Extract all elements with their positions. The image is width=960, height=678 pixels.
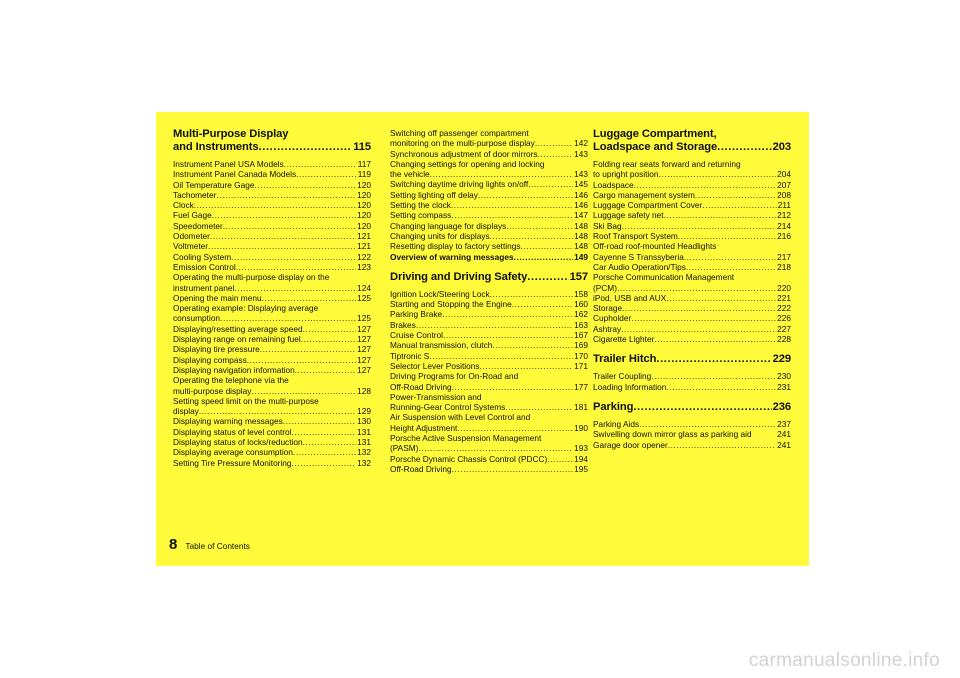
toc-entry-title: Displaying compass — [173, 354, 247, 365]
toc-entry-page: 121 — [357, 231, 371, 242]
toc-entry-line: Driving Programs for On-Road and — [390, 371, 519, 382]
toc-entry-title: Displaying status of level control — [173, 426, 292, 437]
toc-entry[interactable] — [593, 382, 791, 392]
toc-entry-line: Porsche Active Suspension Management — [390, 433, 542, 444]
toc-entry-title: Cigarette Lighter — [593, 334, 655, 345]
toc-entry-title: Displaying range on remaining fuel — [173, 334, 301, 345]
toc-entry-list — [173, 159, 371, 468]
toc-entry-page: 117 — [357, 159, 371, 169]
toc-entry[interactable] — [390, 309, 588, 319]
toc-entry-page: 146 — [574, 200, 588, 211]
toc-entry[interactable] — [173, 241, 371, 251]
toc-entry-page: 170 — [574, 350, 588, 361]
section-title-line1: Multi-Purpose Display — [173, 128, 289, 140]
toc-entry-page: 127 — [357, 354, 371, 365]
toc-entry[interactable] — [173, 437, 371, 447]
toc-entry[interactable] — [593, 313, 791, 323]
toc-entry-page: 121 — [357, 241, 371, 252]
toc-entry[interactable] — [173, 159, 371, 169]
toc-entry-list — [593, 371, 791, 392]
toc-entry-title: Emission Control — [173, 261, 236, 272]
toc-entry-title: Displaying/resetting average speed — [173, 323, 303, 334]
toc-entry-title: Swivelling down mirror glass as parking aid — [593, 429, 752, 440]
toc-entry-title: Instrument Panel Canada Models — [173, 169, 297, 180]
toc-entry[interactable] — [593, 419, 791, 429]
toc-entry[interactable] — [593, 169, 791, 179]
toc-entry-line: Setting speed limit on the multi-purpose — [173, 395, 319, 406]
toc-entry-page: 162 — [574, 309, 588, 320]
toc-entry[interactable] — [390, 382, 588, 392]
section-title-entry[interactable]: Trailer Hitch ..... 229 — [593, 353, 791, 366]
toc-entry-page: 218 — [777, 261, 791, 272]
toc-entry[interactable] — [173, 365, 371, 375]
toc-entry[interactable] — [390, 241, 588, 251]
toc-entry-page: 120 — [357, 189, 371, 200]
toc-entry[interactable] — [173, 406, 371, 416]
toc-entry-title: Displaying status of locks/reduction — [173, 437, 303, 448]
toc-entry[interactable] — [390, 443, 588, 453]
section-title-line1: Luggage Compartment, — [593, 128, 717, 140]
footer-title: Table of Contents — [185, 541, 250, 551]
toc-entry-title: Height Adjustment — [390, 422, 458, 433]
toc-entry[interactable] — [173, 427, 371, 437]
toc-entry-page: 220 — [777, 282, 791, 293]
toc-entry-line: Operating the telephone via the — [173, 375, 289, 386]
toc-entry-title: Ashtray — [593, 323, 622, 334]
section-title-entry[interactable]: and Instruments ..... 115 — [173, 141, 371, 154]
toc-entry-title: Oil Temperature Gage — [173, 179, 255, 190]
toc-entry-title: Setting Tire Pressure Monitoring — [173, 457, 292, 468]
section-title-entry[interactable]: Driving and Driving Safety ..... 157 — [390, 271, 588, 284]
toc-entry[interactable] — [173, 293, 371, 303]
toc-entry-line: Changing settings for opening and locking — [390, 158, 545, 169]
toc-entry[interactable] — [173, 169, 371, 179]
toc-entry[interactable] — [390, 179, 588, 189]
toc-entry-page: 120 — [357, 220, 371, 231]
toc-entry-title: Setting the clock — [390, 200, 451, 211]
toc-entry-page: 127 — [357, 334, 371, 345]
toc-entry-title: (PCM) — [593, 282, 617, 293]
toc-entry[interactable] — [593, 293, 791, 303]
toc-entry-page: 146 — [574, 189, 588, 200]
toc-entry-title: Trailer Coupling — [593, 371, 652, 382]
toc-entry-title: Displaying tire pressure — [173, 344, 260, 355]
toc-entry-page: 128 — [357, 385, 371, 396]
toc-entry[interactable] — [593, 252, 791, 262]
toc-entry-page: 231 — [777, 381, 791, 392]
toc-entry-page: 241 — [777, 439, 791, 450]
toc-entry[interactable] — [390, 320, 588, 330]
toc-entry[interactable] — [390, 200, 588, 210]
toc-entry-line: Off-road roof-mounted Headlights — [593, 241, 717, 252]
toc-entry-title: Synchronous adjustment of door mirrors — [390, 148, 538, 159]
toc-entry-line: Air Suspension with Level Control and — [390, 412, 531, 423]
toc-entry[interactable] — [173, 200, 371, 210]
toc-entry-title: Car Audio Operation/Tips — [593, 261, 686, 272]
toc-entry-page: 163 — [574, 319, 588, 330]
toc-entry[interactable] — [173, 252, 371, 262]
toc-entry-title: Instrument Panel USA Models — [173, 159, 284, 169]
toc-entry[interactable] — [593, 429, 791, 439]
toc-entry-title: Storage — [593, 303, 623, 314]
toc-entry-page: 241 — [777, 429, 791, 440]
toc-entry-title: Ignition Lock/Steering Lock — [390, 288, 490, 299]
toc-entry[interactable] — [390, 190, 588, 200]
toc-column-1 — [173, 128, 371, 468]
toc-entry[interactable] — [173, 416, 371, 426]
toc-entry-page: 207 — [777, 179, 791, 190]
toc-entry-title: Fuel Gage — [173, 210, 212, 221]
toc-entry-title: Cooling System — [173, 251, 232, 262]
toc-entry-page: 125 — [357, 313, 371, 324]
toc-entry-page: 130 — [357, 416, 371, 427]
toc-entry[interactable] — [390, 454, 588, 464]
toc-entry[interactable] — [593, 334, 791, 344]
toc-entry-page: 237 — [777, 418, 791, 429]
toc-entry-page: 127 — [357, 323, 371, 334]
toc-entry-line: Operating the multi-purpose display on the — [173, 272, 330, 283]
toc-entry[interactable] — [593, 371, 791, 381]
toc-column-3 — [593, 128, 791, 450]
toc-entry[interactable] — [390, 149, 588, 159]
toc-entry-page: 124 — [357, 282, 371, 293]
toc-entry-page: 122 — [357, 251, 371, 262]
toc-entry-page: 127 — [357, 364, 371, 375]
toc-entry-page: 123 — [357, 261, 371, 272]
toc-entry-page: 227 — [777, 323, 791, 334]
toc-entry-title: Porsche Dynamic Chassis Control (PDCC) — [390, 453, 548, 464]
toc-entry[interactable] — [173, 180, 371, 190]
toc-entry-title: Brakes — [390, 319, 416, 330]
toc-entry[interactable] — [173, 447, 371, 457]
toc-entry-title: to upright position — [593, 169, 659, 180]
toc-entry-title: Tiptronic S — [390, 350, 430, 361]
toc-entry-page: 158 — [574, 288, 588, 299]
toc-entry-title: Setting compass — [390, 210, 452, 221]
toc-entry-title: Cayenne S Transsyberia — [593, 251, 684, 262]
toc-entry-page: 226 — [777, 313, 791, 324]
toc-entry-page: 120 — [357, 210, 371, 221]
toc-entry-page: 212 — [777, 210, 791, 221]
toc-entry-title: Cupholder — [593, 313, 632, 324]
toc-entry-list — [390, 289, 588, 474]
toc-entry[interactable] — [173, 324, 371, 334]
toc-entry-title: Speedometer — [173, 220, 223, 231]
toc-entry-line: Folding rear seats forward and returning — [593, 159, 741, 169]
toc-entry-title: Tachometer — [173, 189, 217, 200]
toc-entry-title: Cargo management system — [593, 189, 695, 200]
toc-entry-title: Manual transmission, clutch — [390, 340, 493, 351]
toc-entry-line: Porsche Communication Management — [593, 272, 735, 283]
toc-entry[interactable] — [593, 180, 791, 190]
toc-entry-page: 169 — [574, 340, 588, 351]
toc-entry-title: Roof Transport System — [593, 231, 678, 242]
toc-entry-line: Power-Transmission and — [390, 391, 482, 402]
toc-entry-title: Cruise Control — [390, 330, 444, 341]
toc-entry[interactable] — [390, 210, 588, 220]
toc-entry-page: 132 — [357, 457, 371, 468]
toc-entry[interactable] — [593, 210, 791, 220]
toc-entry-list — [593, 159, 791, 344]
toc-entry[interactable] — [173, 458, 371, 468]
toc-entry-page: 230 — [777, 371, 791, 382]
toc-entry-page: 147 — [574, 210, 588, 221]
toc-entry-page: 214 — [777, 220, 791, 231]
toc-entry-title: instrument panel — [173, 282, 235, 293]
toc-entry[interactable] — [173, 190, 371, 200]
toc-entry-title: Changing units for displays — [390, 230, 490, 241]
toc-column-2 — [390, 128, 588, 474]
toc-entry-title: Setting lighting off delay — [390, 189, 478, 200]
toc-entry-title: Changing language for displays — [390, 220, 507, 231]
toc-entry-page: 194 — [574, 453, 588, 464]
toc-entry-title: Opening the main menu — [173, 292, 262, 303]
toc-entry-page: 119 — [357, 169, 371, 180]
toc-entry-page: 190 — [574, 422, 588, 433]
toc-entry[interactable] — [593, 190, 791, 200]
toc-entry[interactable] — [390, 252, 588, 262]
toc-entry-page: 148 — [574, 230, 588, 241]
toc-entry-title: Overview of warning messages — [390, 251, 514, 262]
toc-entry[interactable] — [390, 351, 588, 361]
manual-page — [156, 112, 809, 566]
toc-entry[interactable] — [173, 386, 371, 396]
toc-entry-title: iPod, USB and AUX — [593, 292, 667, 303]
toc-entry-title: Clock — [173, 200, 194, 211]
toc-entry[interactable] — [390, 423, 588, 433]
toc-entry-page: 193 — [574, 443, 588, 454]
toc-entry-page: 204 — [777, 169, 791, 180]
toc-entry-title: Displaying average consumption — [173, 447, 293, 458]
toc-entry-line: Switching off passenger compartment — [390, 128, 529, 138]
toc-entry-page: 129 — [357, 406, 371, 417]
toc-entry-title: Selector Lever Positions — [390, 360, 480, 371]
toc-entry-page: 222 — [777, 303, 791, 314]
toc-entry[interactable] — [173, 334, 371, 344]
toc-entry[interactable] — [593, 283, 791, 293]
toc-entry-title: Ski Bag — [593, 220, 622, 231]
toc-entry-page: 171 — [574, 360, 588, 371]
toc-entry-page: 221 — [777, 292, 791, 303]
page-footer — [169, 536, 250, 553]
toc-entry[interactable] — [593, 221, 791, 231]
section-title-entry[interactable]: Loadspace and Storage ..... 203 — [593, 141, 791, 154]
toc-entry-title: Luggage Compartment Cover — [593, 200, 703, 211]
section-title-entry[interactable]: Parking ..... 236 — [593, 401, 791, 414]
toc-entry-page: 217 — [777, 251, 791, 262]
toc-entry-title: Parking Aids — [593, 418, 640, 429]
toc-entry-title: display — [173, 406, 199, 417]
toc-entry[interactable] — [173, 221, 371, 231]
watermark: carmanualsonline.info — [748, 650, 940, 671]
toc-entry-title: Running-Gear Control Systems — [390, 402, 506, 413]
toc-entry-page: 149 — [574, 251, 588, 262]
toc-entry-title: Starting and Stopping the Engine — [390, 299, 512, 310]
toc-entry[interactable] — [390, 138, 588, 148]
toc-entry-page: 208 — [777, 189, 791, 200]
toc-entry-title: multi-purpose display — [173, 385, 252, 396]
toc-entry-page: 160 — [574, 299, 588, 310]
toc-entry-title: Loadspace — [593, 179, 634, 190]
toc-entry[interactable] — [173, 231, 371, 241]
toc-entry-title: Odometer — [173, 231, 210, 242]
toc-entry-title: Loading Information — [593, 381, 667, 392]
page-number: 8 — [169, 536, 178, 553]
toc-entry-page: 143 — [574, 169, 588, 180]
toc-entry[interactable] — [173, 210, 371, 220]
toc-entry-title: consumption — [173, 313, 221, 324]
toc-entry[interactable] — [390, 221, 588, 231]
toc-entry-title: Displaying warning messages — [173, 416, 283, 427]
toc-entry[interactable] — [390, 402, 588, 412]
toc-entry-page: 177 — [574, 381, 588, 392]
toc-entry-page: 132 — [357, 447, 371, 458]
toc-entry[interactable] — [390, 299, 588, 309]
toc-entry-title: Off-Road Driving — [390, 463, 452, 474]
toc-entry-list — [593, 419, 791, 450]
toc-entry-title: Switching daytime driving lights on/off — [390, 179, 529, 190]
toc-entry-page: 120 — [357, 200, 371, 211]
toc-entry-title: Off-Road Driving — [390, 381, 452, 392]
toc-entry[interactable] — [593, 200, 791, 210]
toc-entry-title: the vehicle — [390, 169, 430, 180]
toc-entry[interactable] — [390, 464, 588, 474]
toc-entry-page: 143 — [574, 148, 588, 159]
toc-entry-page: 181 — [574, 402, 588, 413]
toc-entry[interactable] — [173, 355, 371, 365]
toc-entry[interactable] — [173, 313, 371, 323]
toc-entry-page: 127 — [357, 344, 371, 355]
toc-entry-page: 148 — [574, 241, 588, 252]
toc-entry[interactable] — [390, 289, 588, 299]
toc-entry-title: Resetting display to factory settings — [390, 241, 521, 252]
toc-entry[interactable] — [390, 340, 588, 350]
toc-entry[interactable] — [593, 303, 791, 313]
toc-entry-page: 131 — [357, 437, 371, 448]
toc-entry[interactable] — [390, 361, 588, 371]
toc-entry-page: 195 — [574, 463, 588, 474]
toc-entry-page: 228 — [777, 334, 791, 345]
toc-entry[interactable] — [593, 262, 791, 272]
toc-entry-page: 167 — [574, 330, 588, 341]
toc-entry-title: monitoring on the multi-purpose display — [390, 138, 535, 149]
toc-entry-page: 148 — [574, 220, 588, 231]
toc-entry[interactable] — [173, 283, 371, 293]
toc-entry[interactable] — [593, 231, 791, 241]
toc-entry-page: 125 — [357, 292, 371, 303]
toc-entry[interactable] — [593, 440, 791, 450]
toc-entry-title: Parking Brake — [390, 309, 443, 320]
toc-entry-page: 120 — [357, 179, 371, 190]
toc-entry-page: 142 — [574, 138, 588, 149]
toc-entry[interactable] — [390, 231, 588, 241]
toc-entry[interactable] — [593, 324, 791, 334]
toc-entry-line: Operating example: Displaying average — [173, 303, 319, 314]
toc-entry-title: (PASM) — [390, 443, 419, 454]
toc-entry-title: Garage door opener — [593, 439, 668, 450]
toc-entry[interactable] — [173, 262, 371, 272]
toc-entry-title: Voltmeter — [173, 241, 209, 252]
toc-entry-page: 211 — [777, 200, 791, 211]
toc-entry[interactable] — [173, 344, 371, 354]
toc-entry[interactable] — [390, 169, 588, 179]
toc-entry-page: 145 — [574, 179, 588, 190]
toc-entry-title: Displaying navigation information — [173, 364, 295, 375]
toc-entry-page: 216 — [777, 231, 791, 242]
toc-entry-title: Luggage safety net — [593, 210, 664, 221]
toc-entry-page: 131 — [357, 426, 371, 437]
toc-entry[interactable] — [390, 330, 588, 340]
toc-entry-list — [390, 128, 588, 262]
